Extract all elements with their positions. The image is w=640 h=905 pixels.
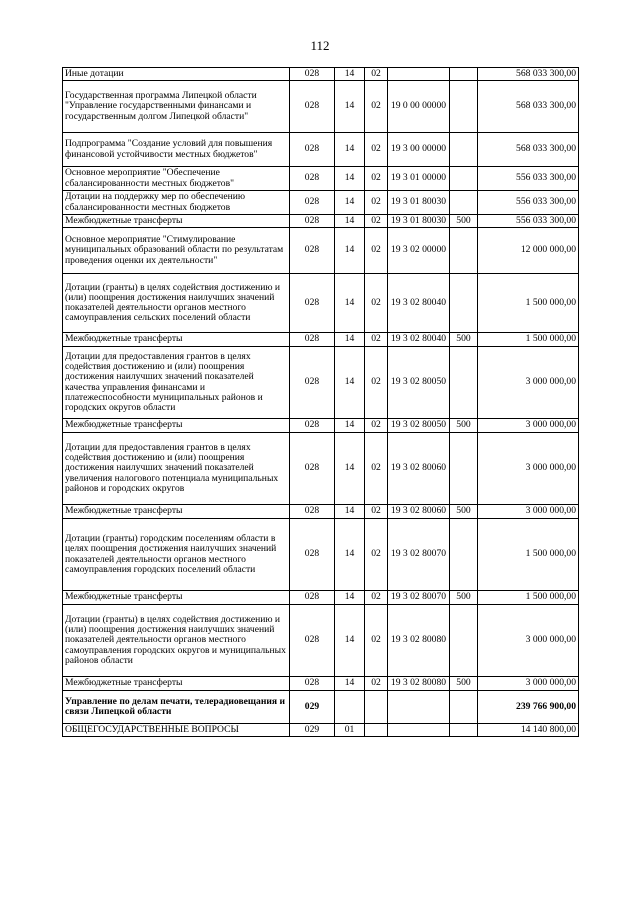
row-type-cell: [450, 519, 478, 591]
table-row: [63, 274, 579, 333]
row-name-cell: Межбюджетные трансферты: [63, 215, 290, 228]
row-name-cell: Основное мероприятие "Обеспечение сбалансированности местных бюджетов": [63, 167, 290, 191]
row-code-cell: 028: [290, 605, 335, 677]
row-article-cell: [388, 68, 450, 81]
row-subsection-cell: 02: [365, 519, 388, 591]
row-section-cell: 14: [335, 591, 365, 605]
row-amount-cell: 3 000 000,00: [478, 605, 579, 677]
row-section-cell: 14: [335, 333, 365, 347]
row-amount-cell: 3 000 000,00: [478, 433, 579, 505]
row-type-cell: 500: [450, 505, 478, 519]
row-code-cell: 028: [290, 433, 335, 505]
row-subsection-cell: 02: [365, 228, 388, 274]
row-amount-cell: 3 000 000,00: [478, 419, 579, 433]
row-amount-cell: 568 033 300,00: [478, 68, 579, 81]
row-subsection-cell: [365, 691, 388, 724]
row-section-cell: 14: [335, 81, 365, 133]
row-article-cell: 19 3 02 80070: [388, 519, 450, 591]
budget-table-body: [63, 68, 579, 737]
row-type-cell: 500: [450, 419, 478, 433]
row-section-cell: 14: [335, 347, 365, 419]
row-type-cell: [450, 228, 478, 274]
row-name-cell: Межбюджетные трансферты: [63, 419, 290, 433]
row-type-cell: [450, 724, 478, 737]
row-section-cell: 14: [335, 419, 365, 433]
row-amount-cell: 1 500 000,00: [478, 591, 579, 605]
row-amount-cell: 14 140 800,00: [478, 724, 579, 737]
row-section-cell: 14: [335, 274, 365, 333]
row-article-cell: 19 3 02 00000: [388, 228, 450, 274]
row-type-cell: [450, 433, 478, 505]
row-subsection-cell: 02: [365, 167, 388, 191]
row-amount-cell: 3 000 000,00: [478, 347, 579, 419]
row-article-cell: 19 3 02 80080: [388, 605, 450, 677]
table-row: [63, 81, 579, 133]
row-name-cell: Дотации для предоставления грантов в целях содействия достижению и (или) поощрения достижения наилучших значений показателей увеличения налогового потенциала муниципальных районов и городских округов: [63, 433, 290, 505]
row-section-cell: 14: [335, 167, 365, 191]
row-code-cell: 028: [290, 228, 335, 274]
row-code-cell: 029: [290, 724, 335, 737]
table-row: [63, 347, 579, 419]
row-amount-cell: 556 033 300,00: [478, 215, 579, 228]
row-name-cell: Межбюджетные трансферты: [63, 591, 290, 605]
row-subsection-cell: 02: [365, 133, 388, 167]
row-name-cell: Государственная программа Липецкой области "Управление государственными финансами и государственным долгом Липецкой области": [63, 81, 290, 133]
row-amount-cell: 239 766 900,00: [478, 691, 579, 724]
row-article-cell: 19 3 02 80050: [388, 419, 450, 433]
row-subsection-cell: 02: [365, 433, 388, 505]
row-amount-cell: 3 000 000,00: [478, 677, 579, 691]
row-code-cell: 028: [290, 519, 335, 591]
row-article-cell: 19 3 02 80040: [388, 333, 450, 347]
row-code-cell: 028: [290, 68, 335, 81]
row-amount-cell: 556 033 300,00: [478, 167, 579, 191]
row-subsection-cell: 02: [365, 505, 388, 519]
row-amount-cell: 568 033 300,00: [478, 133, 579, 167]
row-name-cell: Иные дотации: [63, 68, 290, 81]
row-section-cell: 14: [335, 215, 365, 228]
row-name-cell: Межбюджетные трансферты: [63, 677, 290, 691]
row-subsection-cell: 02: [365, 333, 388, 347]
row-subsection-cell: [365, 724, 388, 737]
row-code-cell: 028: [290, 333, 335, 347]
row-subsection-cell: 02: [365, 419, 388, 433]
row-code-cell: 028: [290, 591, 335, 605]
row-code-cell: 028: [290, 133, 335, 167]
row-type-cell: [450, 347, 478, 419]
row-type-cell: [450, 605, 478, 677]
row-amount-cell: 3 000 000,00: [478, 505, 579, 519]
table-row: [63, 505, 579, 519]
table-row: [63, 677, 579, 691]
row-subsection-cell: 02: [365, 68, 388, 81]
row-section-cell: 14: [335, 191, 365, 215]
row-article-cell: 19 3 01 80030: [388, 191, 450, 215]
row-type-cell: 500: [450, 215, 478, 228]
row-subsection-cell: 02: [365, 347, 388, 419]
row-type-cell: [450, 133, 478, 167]
row-subsection-cell: 02: [365, 81, 388, 133]
row-amount-cell: 12 000 000,00: [478, 228, 579, 274]
row-subsection-cell: 02: [365, 677, 388, 691]
row-section-cell: 14: [335, 433, 365, 505]
row-type-cell: [450, 691, 478, 724]
row-section-cell: 14: [335, 68, 365, 81]
row-name-cell: Управление по делам печати, телерадиовещания и связи Липецкой области: [63, 691, 290, 724]
row-amount-cell: 1 500 000,00: [478, 519, 579, 591]
row-amount-cell: 556 033 300,00: [478, 191, 579, 215]
table-row: [63, 591, 579, 605]
row-subsection-cell: 02: [365, 191, 388, 215]
row-type-cell: 500: [450, 333, 478, 347]
row-type-cell: 500: [450, 677, 478, 691]
row-code-cell: 028: [290, 677, 335, 691]
row-name-cell: Основное мероприятие "Стимулирование муниципальных образований области по результатам проведения оценки их деятельности": [63, 228, 290, 274]
row-code-cell: 028: [290, 167, 335, 191]
row-section-cell: 14: [335, 133, 365, 167]
table-row: [63, 605, 579, 677]
row-article-cell: 19 3 02 80070: [388, 591, 450, 605]
row-section-cell: 14: [335, 519, 365, 591]
row-section-cell: 14: [335, 228, 365, 274]
row-subsection-cell: 02: [365, 274, 388, 333]
row-name-cell: ОБЩЕГОСУДАРСТВЕННЫЕ ВОПРОСЫ: [63, 724, 290, 737]
row-section-cell: [335, 691, 365, 724]
table-row: [63, 215, 579, 228]
table-row: [63, 419, 579, 433]
row-name-cell: Дотации (гранты) в целях содействия достижению и (или) поощрения достижения наилучших значений показателей деятельности органов местного самоуправления сельских поселений области: [63, 274, 290, 333]
table-row: [63, 433, 579, 505]
row-type-cell: 500: [450, 591, 478, 605]
row-article-cell: 19 3 02 80040: [388, 274, 450, 333]
row-article-cell: 19 3 02 80060: [388, 505, 450, 519]
table-row: [63, 228, 579, 274]
row-article-cell: 19 3 01 80030: [388, 215, 450, 228]
row-code-cell: 028: [290, 347, 335, 419]
row-name-cell: Межбюджетные трансферты: [63, 333, 290, 347]
row-section-cell: 14: [335, 605, 365, 677]
table-row: [63, 68, 579, 81]
row-subsection-cell: 02: [365, 591, 388, 605]
row-code-cell: 029: [290, 691, 335, 724]
table-row: [63, 691, 579, 724]
row-subsection-cell: 02: [365, 215, 388, 228]
row-article-cell: 19 3 02 80080: [388, 677, 450, 691]
row-type-cell: [450, 68, 478, 81]
row-article-cell: 19 3 01 00000: [388, 167, 450, 191]
row-subsection-cell: 02: [365, 605, 388, 677]
row-code-cell: 028: [290, 274, 335, 333]
row-type-cell: [450, 167, 478, 191]
row-name-cell: Подпрограмма "Создание условий для повышения финансовой устойчивости местных бюджетов": [63, 133, 290, 167]
row-article-cell: 19 3 00 00000: [388, 133, 450, 167]
row-name-cell: Дотации на поддержку мер по обеспечению сбалансированности местных бюджетов: [63, 191, 290, 215]
row-article-cell: 19 0 00 00000: [388, 81, 450, 133]
table-row: [63, 519, 579, 591]
table-row: [63, 133, 579, 167]
row-article-cell: [388, 691, 450, 724]
row-article-cell: 19 3 02 80060: [388, 433, 450, 505]
row-name-cell: Дотации (гранты) городским поселениям области в целях поощрения достижения наилучших значений показателей деятельности органов местного самоуправления городских поселений области: [63, 519, 290, 591]
row-section-cell: 14: [335, 505, 365, 519]
row-article-cell: 19 3 02 80050: [388, 347, 450, 419]
row-code-cell: 028: [290, 191, 335, 215]
row-amount-cell: 1 500 000,00: [478, 333, 579, 347]
table-row: [63, 167, 579, 191]
budget-table: [62, 67, 579, 737]
row-type-cell: [450, 191, 478, 215]
table-row: [63, 724, 579, 737]
row-section-cell: 01: [335, 724, 365, 737]
row-amount-cell: 568 033 300,00: [478, 81, 579, 133]
row-code-cell: 028: [290, 505, 335, 519]
row-type-cell: [450, 81, 478, 133]
row-code-cell: 028: [290, 81, 335, 133]
table-row: [63, 191, 579, 215]
table-row: [63, 333, 579, 347]
row-type-cell: [450, 274, 478, 333]
row-name-cell: Дотации (гранты) в целях содействия достижению и (или) поощрения достижения наилучших значений показателей деятельности органов местного самоуправления городских округов и муниципальных районов области: [63, 605, 290, 677]
row-amount-cell: 1 500 000,00: [478, 274, 579, 333]
row-name-cell: Межбюджетные трансферты: [63, 505, 290, 519]
row-code-cell: 028: [290, 215, 335, 228]
page-number: 112: [310, 38, 330, 53]
row-name-cell: Дотации для предоставления грантов в целях содействия достижению и (или) поощрения достижения наилучших значений показателей качества управления финансами и платежеспособности муниципальных районов и городских округов области: [63, 347, 290, 419]
row-code-cell: 028: [290, 419, 335, 433]
row-article-cell: [388, 724, 450, 737]
row-section-cell: 14: [335, 677, 365, 691]
